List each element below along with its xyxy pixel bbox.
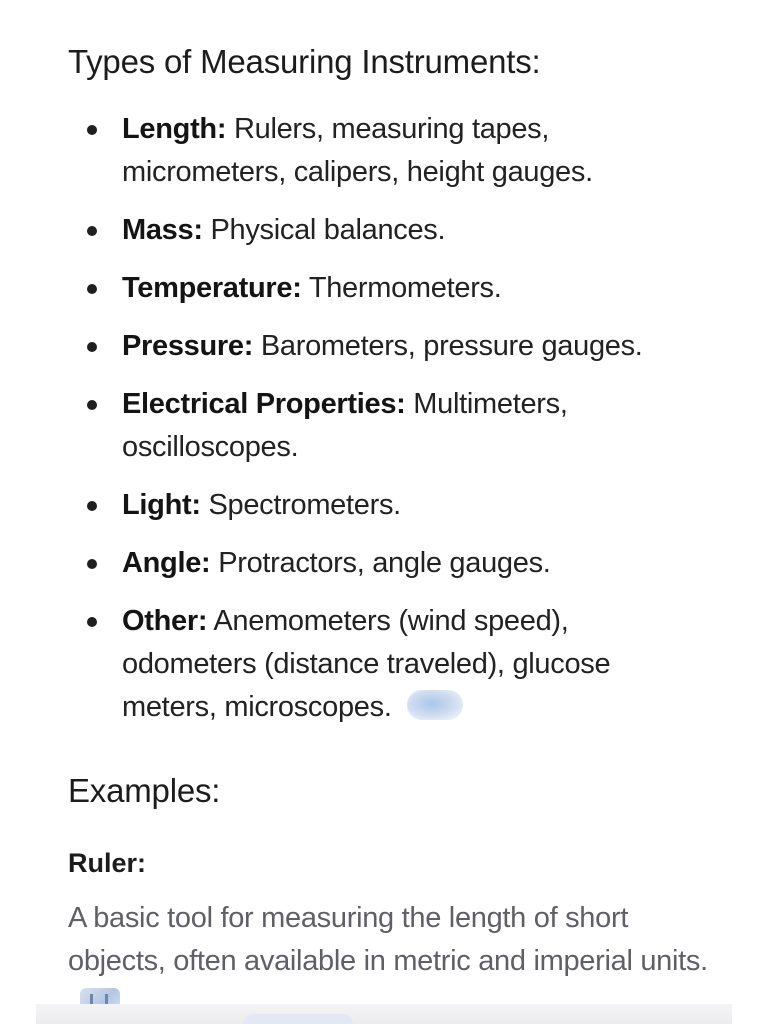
response-content — [68, 40, 708, 1024]
list-item-pressure — [68, 325, 708, 368]
item-text: Protractors, angle gauges. — [218, 547, 551, 579]
instruments-heading: Types of Measuring Instruments: — [68, 43, 541, 80]
item-label: Light: — [122, 489, 201, 521]
examples-heading: Examples: — [68, 772, 221, 809]
instrument-types-list — [68, 108, 708, 729]
bottom-pill[interactable] — [243, 1014, 353, 1024]
bullet-icon — [87, 501, 97, 511]
item-text: Multimeters, oscilloscopes. — [122, 388, 568, 463]
item-text: Spectrometers. — [208, 489, 401, 521]
bullet-icon — [87, 284, 97, 294]
list-item-other — [68, 600, 708, 729]
bullet-icon — [87, 342, 97, 352]
input-area-fade — [36, 1004, 732, 1024]
bullet-icon — [87, 226, 97, 236]
list-item-length — [68, 108, 708, 194]
item-label: Other: — [122, 605, 208, 637]
list-item-angle — [68, 542, 708, 585]
item-label: Length: — [122, 113, 227, 145]
item-text: Physical balances. — [210, 214, 446, 246]
list-item-electrical — [68, 383, 708, 469]
item-text: Rulers, measuring tapes, micrometers, calipers, height gauges. — [122, 113, 593, 188]
image-chip-icon[interactable] — [407, 690, 463, 720]
bullet-icon — [87, 559, 97, 569]
item-text: Thermometers. — [308, 272, 502, 304]
bullet-icon — [87, 125, 97, 135]
item-text: Anemometers (wind speed), odometers (distance traveled), glucose meters, microscopes. — [122, 605, 611, 723]
item-label: Electrical Properties: — [122, 388, 406, 420]
list-item-light — [68, 484, 708, 527]
item-label: Temperature: — [122, 272, 302, 304]
item-label: Pressure: — [122, 330, 254, 362]
list-item-mass — [68, 209, 708, 252]
item-label: Angle: — [122, 547, 211, 579]
bullet-icon — [87, 617, 97, 627]
list-item-temperature — [68, 267, 708, 310]
ruler-subheading: Ruler: — [68, 848, 147, 878]
ruler-description-text: A basic tool for measuring the length of short objects, often available in metric and imperial units. — [68, 902, 708, 977]
item-label: Mass: — [122, 214, 203, 246]
bullet-icon — [87, 400, 97, 410]
item-text: Barometers, pressure gauges. — [260, 330, 643, 362]
